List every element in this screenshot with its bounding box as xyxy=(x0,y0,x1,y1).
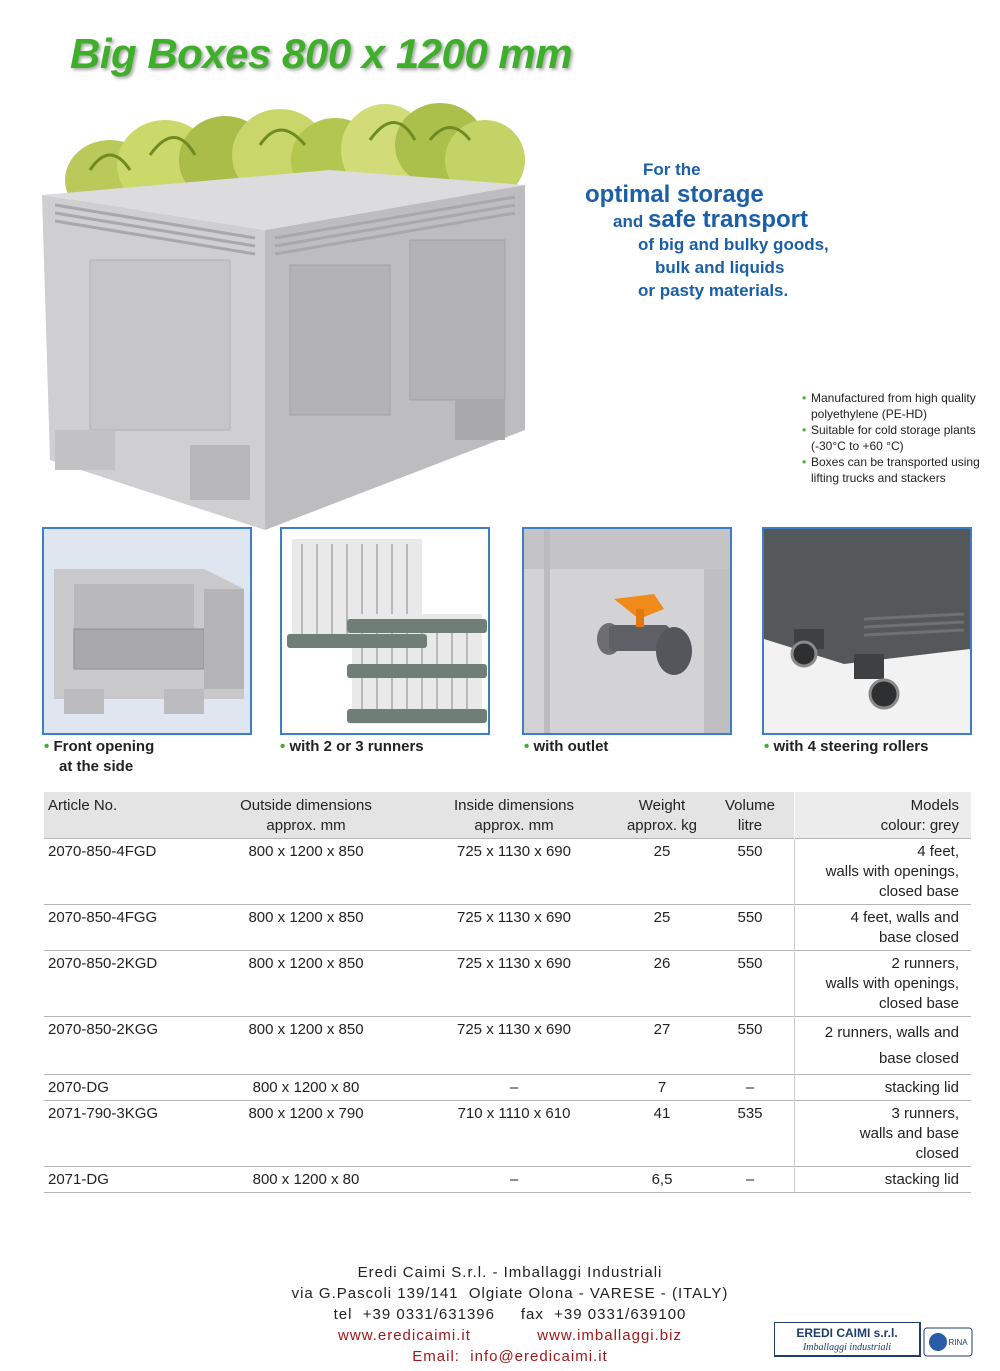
cell-volume: – xyxy=(706,1167,795,1193)
tagline-line-6: or pasty materials. xyxy=(638,281,789,300)
cell-models: 2 runners, walls and base closed xyxy=(795,1017,972,1075)
cell-models: stacking lid xyxy=(795,1075,972,1101)
cell-volume: 550 xyxy=(706,839,795,905)
caption-steering-rollers xyxy=(764,737,928,757)
cell-article: 2070-850-2KGG xyxy=(44,1017,202,1075)
table-row xyxy=(44,839,971,905)
cell-outside: 800 x 1200 x 850 xyxy=(202,951,410,1017)
header-volume: Volume litre xyxy=(706,792,795,839)
svg-text:EREDI CAIMI s.r.l.: EREDI CAIMI s.r.l. xyxy=(796,1326,898,1340)
caption-text: with 4 steering rollers xyxy=(773,738,929,755)
cell-weight: 7 xyxy=(618,1075,706,1101)
cell-inside: – xyxy=(410,1167,618,1193)
feature-list xyxy=(802,390,982,486)
photo-outlet xyxy=(522,527,732,735)
cell-outside: 800 x 1200 x 850 xyxy=(202,839,410,905)
svg-text:RINA: RINA xyxy=(948,1338,968,1347)
header-weight: Weight approx. kg xyxy=(618,792,706,839)
tagline xyxy=(585,158,885,302)
footer-phones: tel +39 0331/631396 fax +39 0331/639100 xyxy=(333,1306,687,1323)
photo-runners xyxy=(280,527,490,735)
feature-item: • Boxes can be transported using lifting trucks and stackers xyxy=(802,454,982,486)
footer-email[interactable]: Email: info@eredicaimi.it xyxy=(412,1348,608,1365)
cell-inside: 725 x 1130 x 690 xyxy=(410,905,618,951)
cell-article: 2070-850-2KGD xyxy=(44,951,202,1017)
hero-box-image xyxy=(30,100,560,530)
caption-text: at the side xyxy=(59,758,134,775)
cell-weight: 25 xyxy=(618,839,706,905)
cell-inside: – xyxy=(410,1075,618,1101)
cell-weight: 27 xyxy=(618,1017,706,1075)
header-article: Article No. xyxy=(44,792,202,839)
caption-text: with 2 or 3 runners xyxy=(289,738,424,755)
photo-steering-rollers xyxy=(762,527,972,735)
tagline-safe-transport: safe transport xyxy=(647,206,809,233)
table-row xyxy=(44,951,971,1017)
tagline-line-5: bulk and liquids xyxy=(655,258,785,277)
tagline-line-2: optimal storage xyxy=(585,181,764,208)
table-header-row xyxy=(44,792,971,839)
caption-text: with outlet xyxy=(533,738,609,755)
page-title: Big Boxes 800 x 1200 mm xyxy=(70,30,573,77)
cell-article: 2070-850-4FGG xyxy=(44,905,202,951)
caption-runners xyxy=(280,737,424,757)
cell-article: 2070-DG xyxy=(44,1075,202,1101)
cell-models: stacking lid xyxy=(795,1167,972,1193)
footer-address: via G.Pascoli 139/141 Olgiate Olona - VARESE - (ITALY) xyxy=(291,1285,729,1302)
cell-volume: 550 xyxy=(706,951,795,1017)
cell-article: 2071-DG xyxy=(44,1167,202,1193)
cell-volume: 550 xyxy=(706,905,795,951)
table-row xyxy=(44,1101,971,1167)
website-link[interactable]: www.imballaggi.biz xyxy=(537,1327,682,1344)
caption-outlet xyxy=(524,737,608,757)
cell-models: 2 runners, walls with openings, closed base xyxy=(795,951,972,1017)
feature-item: • Suitable for cold storage plants (-30°C to +60 °C) xyxy=(802,422,982,454)
bullet-icon: • xyxy=(44,738,50,755)
cell-outside: 800 x 1200 x 80 xyxy=(202,1075,410,1101)
cell-weight: 25 xyxy=(618,905,706,951)
cell-weight: 26 xyxy=(618,951,706,1017)
svg-text:Imballaggi industriali: Imballaggi industriali xyxy=(802,1342,892,1353)
cell-outside: 800 x 1200 x 790 xyxy=(202,1101,410,1167)
table-row xyxy=(44,1075,971,1101)
cell-inside: 725 x 1130 x 690 xyxy=(410,951,618,1017)
cell-weight: 6,5 xyxy=(618,1167,706,1193)
tagline-line-1: For the xyxy=(643,160,701,179)
caption-front-opening xyxy=(44,737,154,777)
table-row xyxy=(44,905,971,951)
website-link[interactable]: www.eredicaimi.it xyxy=(338,1327,471,1344)
cell-models: 4 feet, walls and base closed xyxy=(795,905,972,951)
photo-front-opening xyxy=(42,527,252,735)
bullet-icon: • xyxy=(764,738,770,755)
cell-article: 2071-790-3KGG xyxy=(44,1101,202,1167)
header-models: Models colour: grey xyxy=(795,792,972,839)
cell-models: 4 feet, walls with openings, closed base xyxy=(795,839,972,905)
table-row xyxy=(44,1017,971,1075)
tagline-line-3 xyxy=(585,208,885,233)
cell-weight: 41 xyxy=(618,1101,706,1167)
footer-company: Eredi Caimi S.r.l. - Imballaggi Industriali xyxy=(357,1264,663,1281)
caption-text: Front opening xyxy=(53,738,155,755)
bullet-icon: • xyxy=(280,738,286,755)
feature-item: • Manufactured from high quality polyethylene (PE-HD) xyxy=(802,390,982,422)
cell-inside: 710 x 1110 x 610 xyxy=(410,1101,618,1167)
cell-outside: 800 x 1200 x 850 xyxy=(202,1017,410,1075)
tagline-and: and xyxy=(613,212,644,231)
cell-inside: 725 x 1130 x 690 xyxy=(410,839,618,905)
cell-outside: 800 x 1200 x 80 xyxy=(202,1167,410,1193)
header-outside: Outside dimensions approx. mm xyxy=(202,792,410,839)
tagline-line-4: of big and bulky goods, xyxy=(638,235,829,254)
cell-inside: 725 x 1130 x 690 xyxy=(410,1017,618,1075)
bullet-icon: • xyxy=(524,738,530,755)
spec-table xyxy=(44,792,971,1193)
cell-article: 2070-850-4FGD xyxy=(44,839,202,905)
cell-models: 3 runners, walls and base closed xyxy=(795,1101,972,1167)
company-logo xyxy=(774,1322,974,1358)
cell-volume: 550 xyxy=(706,1017,795,1075)
header-inside: Inside dimensions approx. mm xyxy=(410,792,618,839)
cell-volume: – xyxy=(706,1075,795,1101)
cell-outside: 800 x 1200 x 850 xyxy=(202,905,410,951)
cell-volume: 535 xyxy=(706,1101,795,1167)
table-row xyxy=(44,1167,971,1193)
